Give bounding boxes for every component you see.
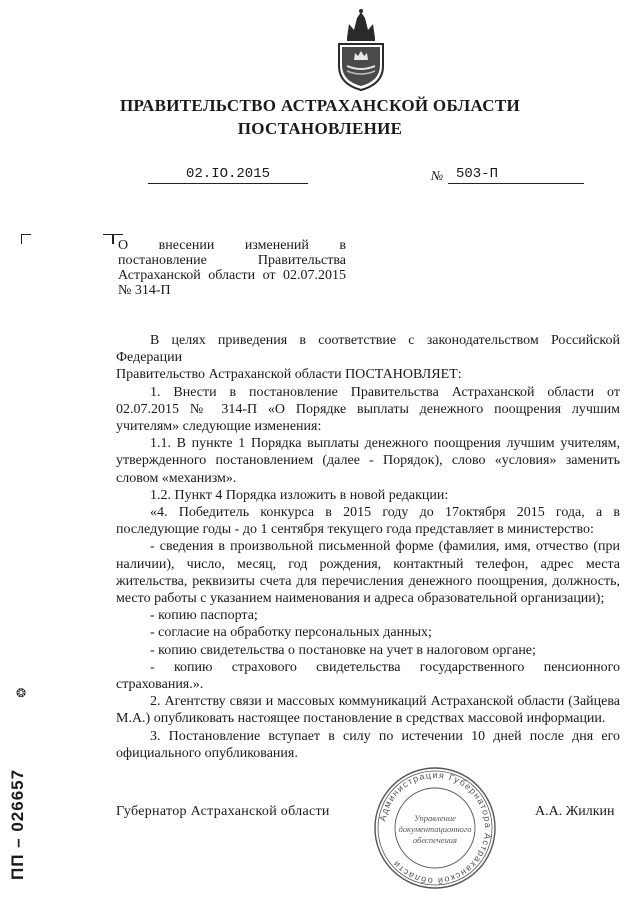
stamp-inner-line: Управление bbox=[414, 813, 456, 823]
coat-of-arms-emblem bbox=[333, 8, 389, 92]
number-label: № bbox=[431, 168, 444, 183]
stamp-inner-line: обеспечения bbox=[412, 835, 458, 845]
document-subject: О внесении изменений в постановление Правительства Астраханской области от 02.07.2015 № 314-П bbox=[118, 238, 346, 298]
list-item: - копию свидетельства о постановке на учет в налоговом органе; bbox=[150, 642, 536, 658]
side-mark-icon: ❂ bbox=[16, 686, 27, 700]
signatory-title: Губернатор Астраханской области bbox=[116, 804, 330, 819]
organization-title: ПРАВИТЕЛЬСТВО АСТРАХАНСКОЙ ОБЛАСТИ bbox=[120, 96, 520, 115]
paragraph-2: 2. Агентству связи и массовых коммуникаций Астраханской области (Зайцева М.А.) опубликовать настоящее постановление в средствах массовой информации. bbox=[116, 694, 620, 727]
paragraph-1-2-quote: «4. Победитель конкурса в 2015 году до 17октября 2015 года, а в последующие годы - до 1 сентября текущего года представляет в министерство: bbox=[116, 505, 620, 538]
stamp-inner-line: документационного bbox=[398, 824, 472, 834]
list-item: - копию страхового свидетельства государственного пенсионного страхования.». bbox=[116, 659, 620, 693]
paragraph-1-2: 1.2. Пункт 4 Порядка изложить в новой редакции: bbox=[150, 487, 449, 503]
stamp-outer-text: Администрация Губернатора Астраханской области bbox=[377, 769, 494, 887]
paragraph-1-1: 1.1. В пункте 1 Порядка выплаты денежного поощрения лучшим учителям, утвержденного постановлением (далее - Порядок), слово «условия» заменить словом «механизм». bbox=[116, 436, 620, 486]
document-body bbox=[116, 332, 620, 762]
corner-mark-left bbox=[21, 234, 31, 244]
side-serial-number: ПП – 026657 bbox=[8, 768, 27, 880]
paragraph-3: 3. Постановление вступает в силу по истечении 10 дней после дня его официального опубликования. bbox=[116, 728, 620, 761]
official-stamp bbox=[372, 765, 498, 891]
document-date: 02.IO.2015 bbox=[148, 166, 308, 184]
list-item: - согласие на обработку персональных данных; bbox=[150, 625, 432, 641]
signatory-name: А.А. Жилкин bbox=[535, 804, 615, 819]
list-item: - копию паспорта; bbox=[150, 608, 258, 624]
paragraph-1: 1. Внести в постановление Правительства Астраханской области от 02.07.2015 № 314-П «О Порядке выплаты денежного поощрения лучшим учителям» следующие изменения: bbox=[116, 384, 620, 435]
intro-paragraph: В целях приведения в соответствие с законодательством Российской Федерации bbox=[116, 333, 620, 366]
list-item: - сведения в произвольной письменной форме (фамилия, имя, отчество (при наличии), число, месяц, год рождения, контактный телефон, адрес места жительства, реквизиты счета для перечисления денежного поощрения, должность, место работы с указанием наименования и адреса образовательной организации); bbox=[116, 539, 620, 607]
document-type-title: ПОСТАНОВЛЕНИЕ bbox=[237, 119, 403, 138]
document-number: 503-П bbox=[448, 166, 584, 184]
intro-resolution: Правительство Астраханской области ПОСТАНОВЛЯЕТ: bbox=[116, 367, 462, 383]
corner-mark-right bbox=[103, 234, 113, 244]
